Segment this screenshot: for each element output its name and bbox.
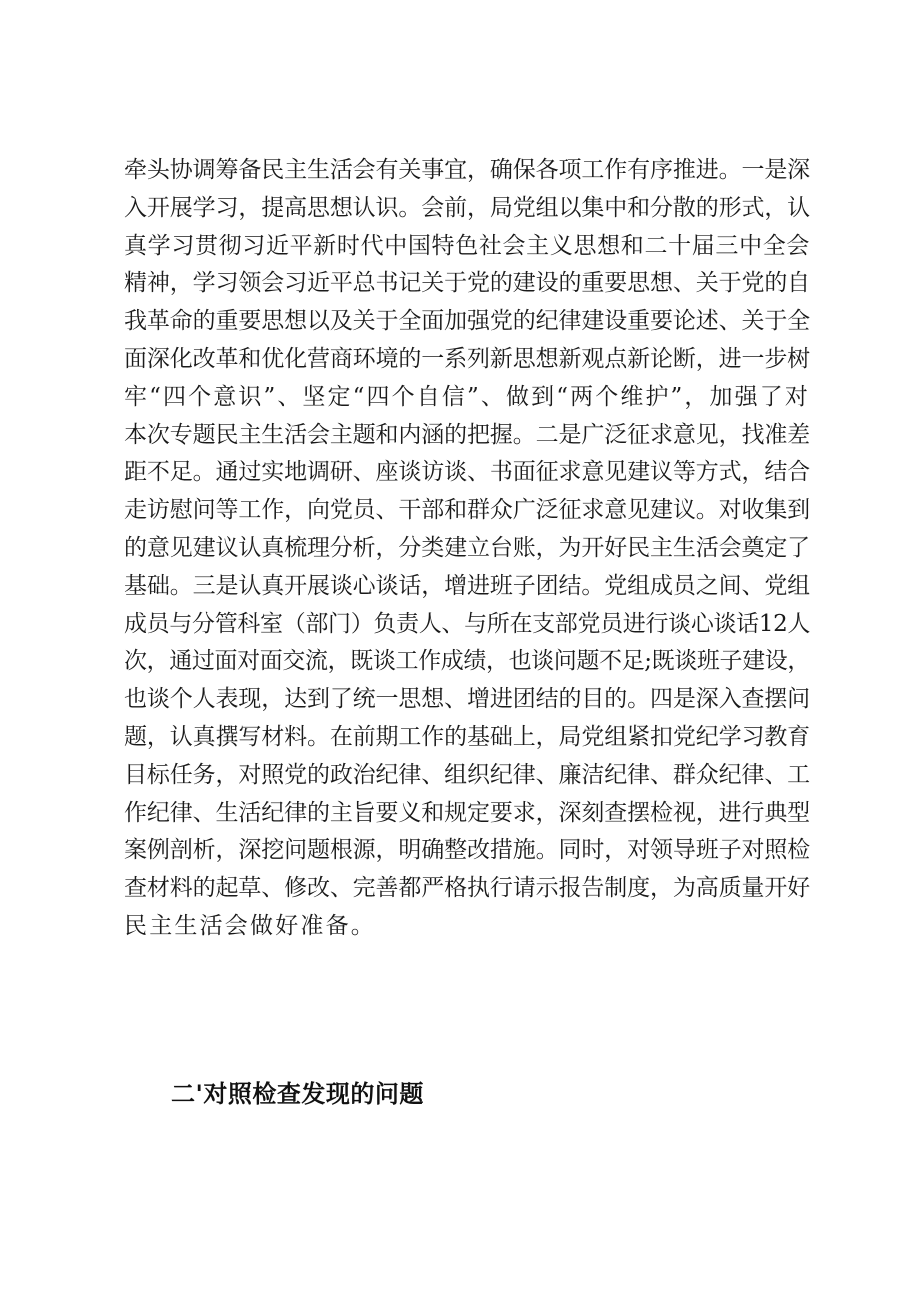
paragraph-line: 牵头协调筹备民主生活会有关事宜，确保各项工作有序推进。一是深 bbox=[124, 157, 810, 183]
paragraph-line: 面深化改革和优化营商环境的一系列新思想新观点新论断，进一步树 bbox=[124, 345, 810, 372]
body-paragraph bbox=[124, 152, 810, 946]
paragraph-line: 走访慰问等工作，向党员、干部和群众广泛征求意见建议。对收集到 bbox=[124, 497, 810, 524]
paragraph-line: 案例剖析，深挖问题根源，明确整改措施。同时，对领导班子对照检 bbox=[124, 837, 810, 864]
paragraph-line: 次，通过面对面交流，既谈工作成绩，也谈问题不足;既谈班子建设， bbox=[124, 648, 810, 675]
paragraph-line: 入开展学习，提高思想认识。会前，局党组以集中和分散的形式，认 bbox=[124, 194, 810, 221]
paragraph-line: 真学习贯彻习近平新时代中国特色社会主义思想和二十届三中全会 bbox=[124, 232, 810, 259]
paragraph-line: 民主生活会做好准备。 bbox=[124, 912, 376, 939]
paragraph-line: 距不足。通过实地调研、座谈访谈、书面征求意见建议等方式，结合 bbox=[124, 459, 810, 486]
paragraph-line: 精神，学习领会习近平总书记关于党的建设的重要思想、关于党的自 bbox=[124, 270, 810, 297]
paragraph-line: 基础。三是认真开展谈心谈话，增进班子团结。党组成员之间、党组 bbox=[124, 572, 810, 599]
section-heading: 二'对照检查发现的问题 bbox=[171, 1080, 424, 1108]
paragraph-line: 目标任务，对照党的政治纪律、组织纪律、廉洁纪律、群众纪律、工 bbox=[124, 761, 810, 788]
paragraph-line: 题，认真撰写材料。在前期工作的基础上，局党组紧扣党纪学习教育 bbox=[124, 723, 810, 750]
paragraph-line: 的意见建议认真梳理分析，分类建立台账，为开好民主生活会奠定了 bbox=[124, 534, 810, 561]
paragraph-line: 牢“四个意识”、坚定“四个自信”、做到“两个维护”，加强了对 bbox=[124, 383, 810, 410]
paragraph-line: 查材料的起草、修改、完善都严格执行请示报告制度，为高质量开好 bbox=[124, 875, 810, 902]
paragraph-line: 成员与分管科室（部门）负责人、与所在支部党员进行谈心谈话12人 bbox=[124, 610, 810, 637]
paragraph-line: 本次专题民主生活会主题和内涵的把握。二是广泛征求意见，找准差 bbox=[124, 421, 810, 448]
paragraph-line: 我革命的重要思想以及关于全面加强党的纪律建设重要论述、关于全 bbox=[124, 308, 810, 335]
paragraph-line: 作纪律、生活纪律的主旨要义和规定要求，深刻查摆检视，进行典型 bbox=[124, 799, 810, 826]
paragraph-line: 也谈个人表现，达到了统一思想、增进团结的目的。四是深入查摆问 bbox=[124, 686, 810, 713]
